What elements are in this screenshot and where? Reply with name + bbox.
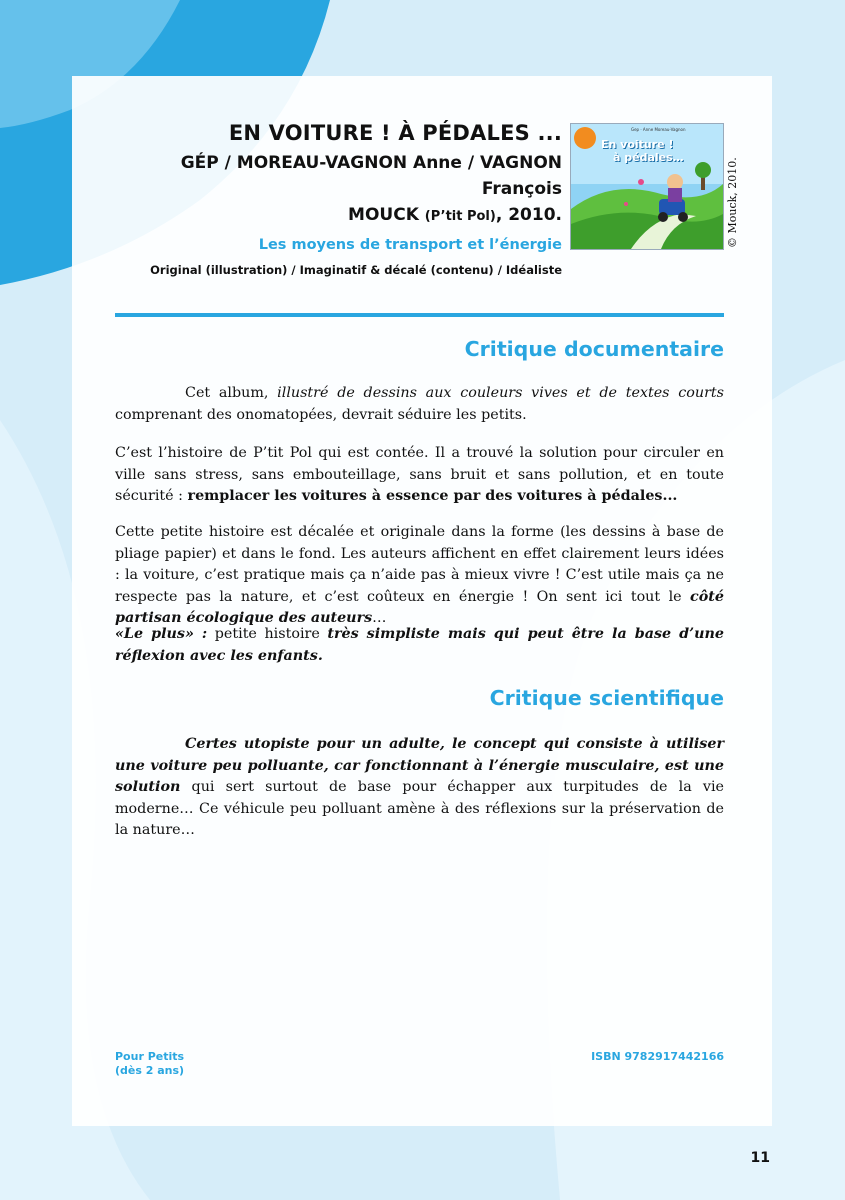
authors-names: GÉP / MOREAU-VAGNON Anne / VAGNON François — [180, 153, 562, 199]
cover-authors-text: Gep · Anne Moreau-Vagnon — [631, 127, 686, 132]
book-tags: Original (illustration) / Imaginatif & décalé (contenu) / Idéaliste — [150, 263, 562, 277]
documentary-paragraph-1 — [115, 383, 724, 426]
cover-title — [601, 138, 684, 164]
book-title: EN VOITURE ! À PÉDALES ... — [228, 121, 562, 145]
book-authors — [100, 150, 562, 230]
isbn-label: ISBN 9782917442166 — [591, 1050, 724, 1063]
doc-p3-bold-italic: côté partisan écologique des auteurs — [115, 588, 724, 626]
doc-p3-part-a: Cette petite histoire est décalée et originale dans la forme (les dessins à base de pliage papier) et dans le fond. Les auteurs affichent en effet clairement leurs idées : la voiture, c’est pratique mais ça n’aide pas à mieux vivre ! C’est utile mais ça ne respecte pas la nature, et c’est coûteux en énergie ! On sent ici tout le — [115, 524, 724, 605]
sci-p1-bold-italic: Certes utopiste pour un adulte, le concept qui consiste à utiliser une voiture peu polluante, car fonctionnant à l’énergie musculaire, est une solution — [115, 736, 724, 795]
sci-p1-part-b: qui sert surtout de base pour échapper aux turpitudes de la vie moderne… Ce véhicule peu polluant amène à des réflexions sur la préservation de la nature… — [115, 779, 724, 838]
documentary-paragraph-3 — [115, 522, 724, 630]
illustrator-year-line — [100, 202, 562, 230]
doc-p1-italic: illustré de dessins aux couleurs vives et de textes courts — [277, 385, 724, 401]
book-header — [100, 118, 562, 279]
doc-p4-bold-italic: très simpliste mais qui peut être la base d’une réflexion avec les enfants. — [115, 626, 725, 664]
illustrator-name: MOUCK — [348, 205, 419, 225]
scientific-paragraph-1 — [115, 734, 724, 842]
documentary-paragraph-4 — [115, 624, 724, 667]
doc-p3-part-c: … — [372, 610, 387, 626]
doc-p1-part-a: Cet album, — [185, 385, 278, 401]
book-cover-image — [570, 123, 724, 250]
doc-p1-part-c: comprenant des onomatopées, devrait séduire les petits. — [115, 406, 527, 423]
doc-p2-bold: remplacer les voitures à essence par des voitures à pédales... — [187, 488, 678, 504]
page-number: 11 — [750, 1150, 770, 1166]
documentary-critique-heading: Critique documentaire — [464, 337, 724, 361]
publication-year: , 2010. — [495, 205, 562, 225]
book-theme: Les moyens de transport et l’énergie — [258, 237, 562, 253]
illustrator-note: (P’tit Pol) — [424, 209, 496, 224]
audience-line-1: Pour Petits — [115, 1050, 185, 1063]
header-divider — [115, 313, 724, 317]
audience-line-2: (dès 2 ans) — [115, 1064, 185, 1077]
audience-label — [115, 1050, 184, 1078]
doc-p2-part-a: C’est l’histoire de P’tit Pol qui est contée. Il a trouvé la solution pour circuler en ville sans stress, sans embouteillage, sans bruit et sans pollution, et en toute sécurité : — [115, 445, 724, 504]
cover-title-line-1: En voiture ! — [601, 138, 674, 151]
cover-title-line-2: à pédales… — [613, 151, 684, 164]
doc-p4-label: «Le plus» : — [115, 626, 208, 642]
documentary-paragraph-2 — [115, 443, 724, 508]
scientific-critique-heading: Critique scientifique — [489, 686, 724, 710]
doc-p4-part-b: petite histoire — [207, 626, 328, 642]
cover-copyright: © Mouck, 2010. — [726, 157, 739, 248]
